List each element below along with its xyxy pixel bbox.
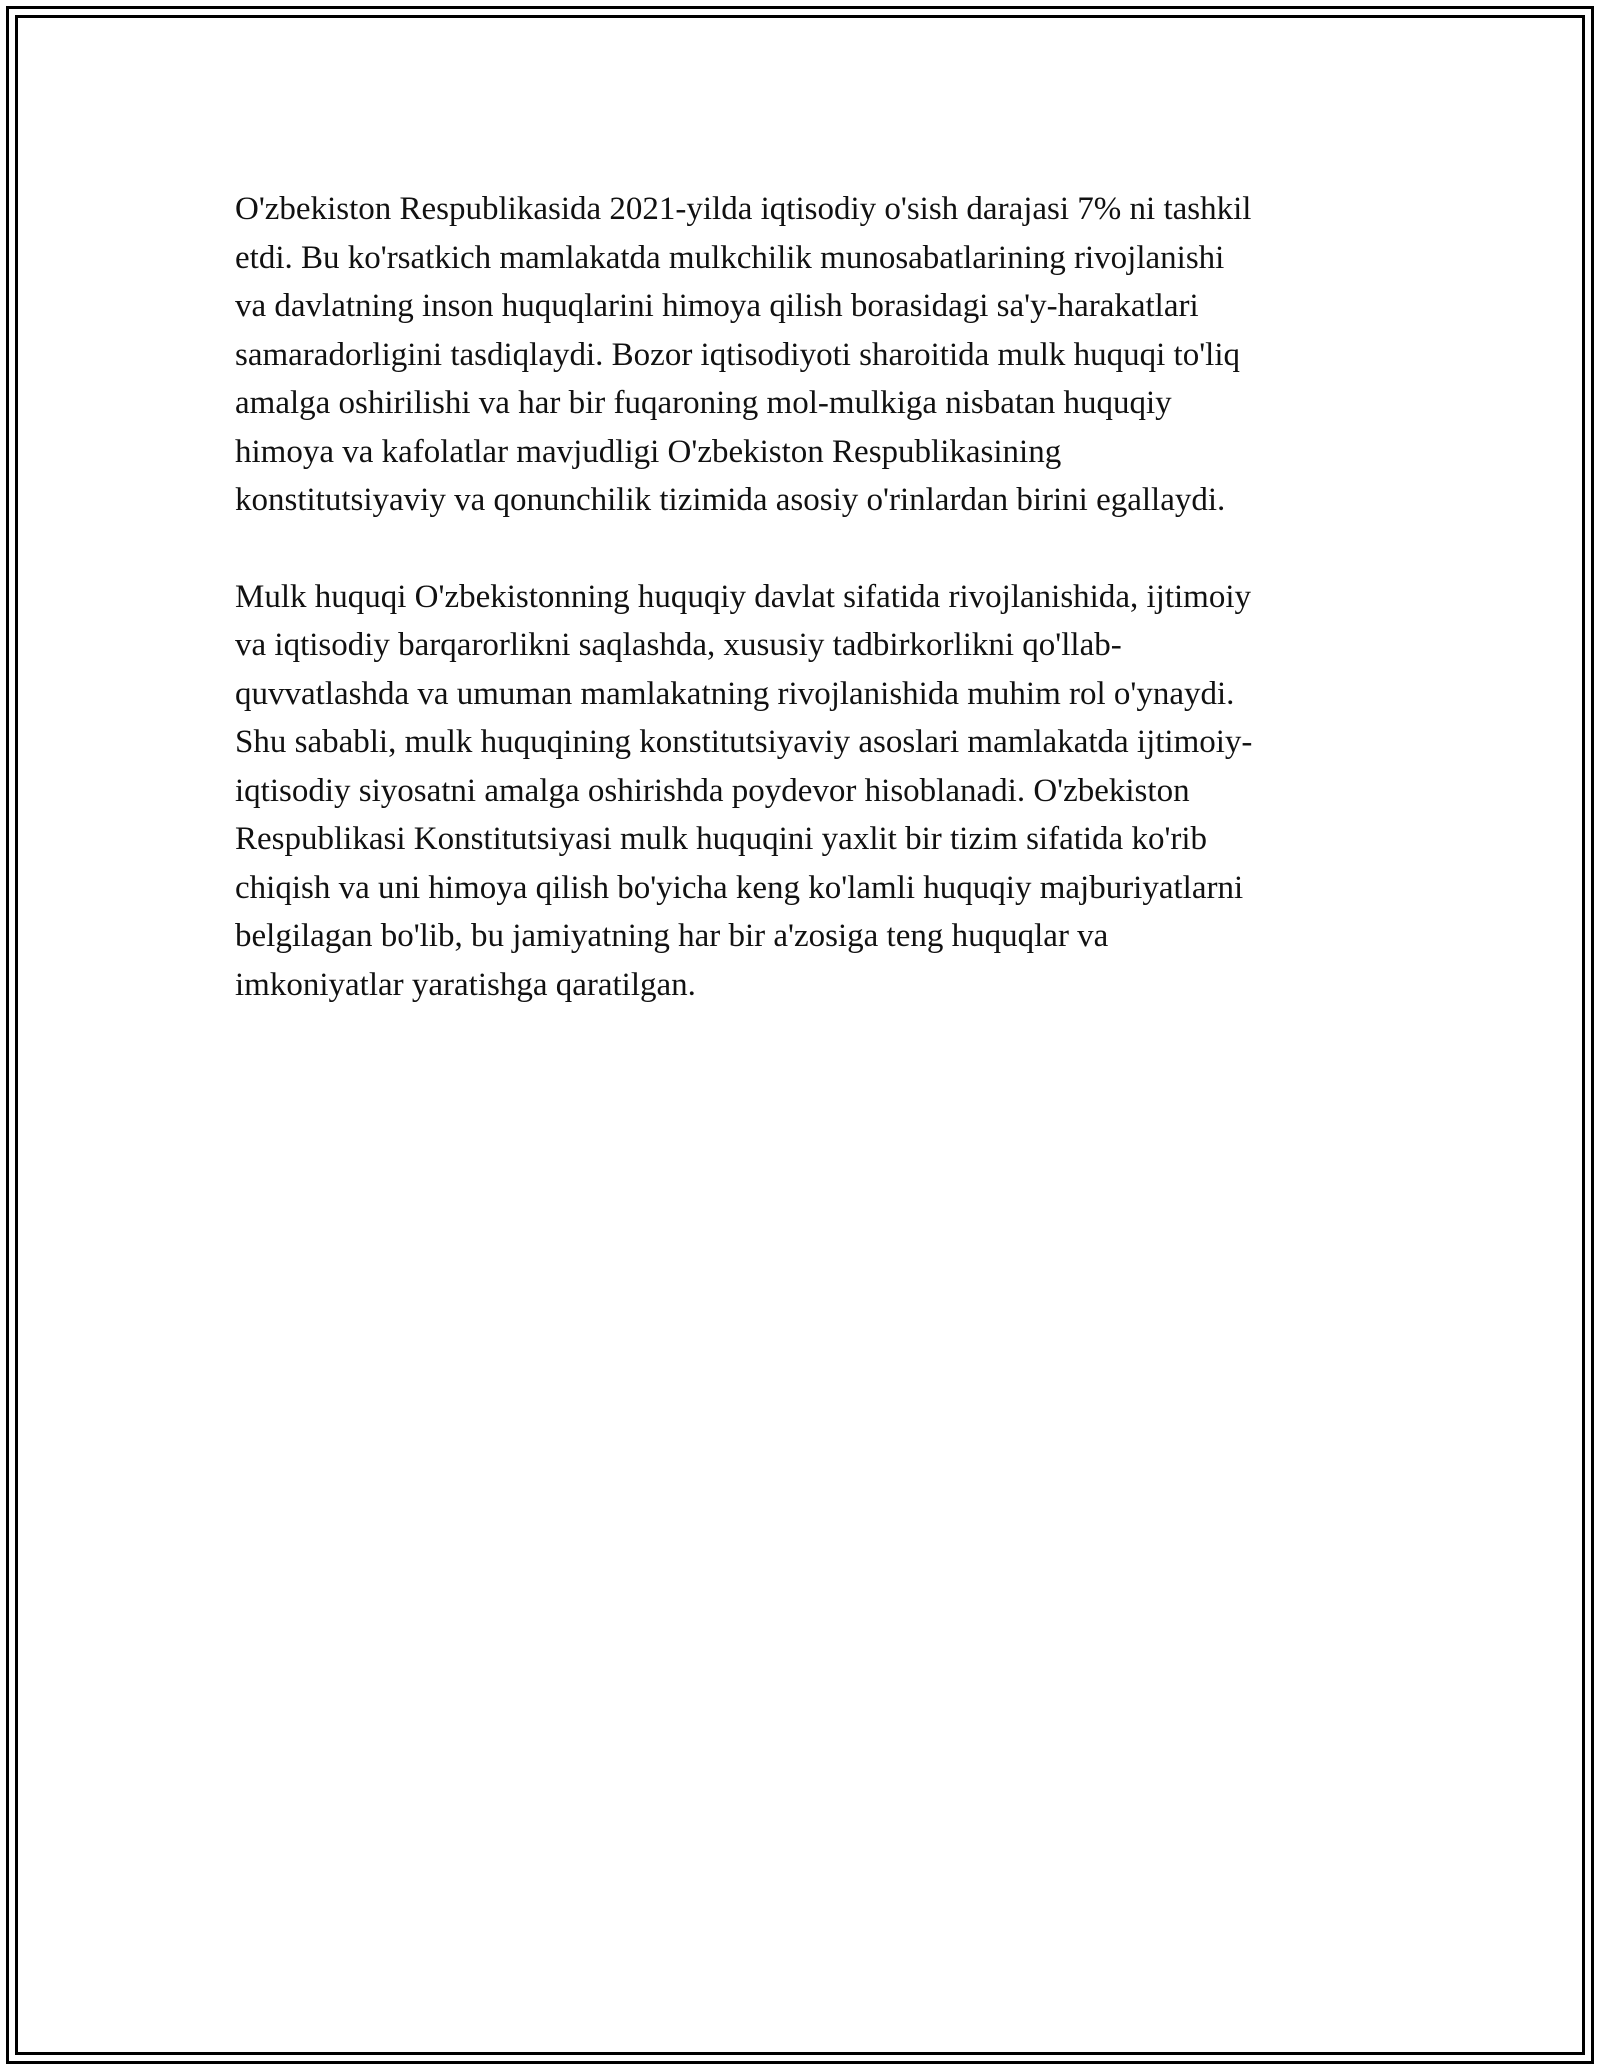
paragraph-line: Respublikasi Konstitutsiyasi mulk huquqini yaxlit bir tizim sifatida ko'rib: [235, 821, 1208, 857]
paragraph-line: himoya va kafolatlar mavjudligi O'zbekiston Respublikasining: [235, 433, 1062, 470]
paragraph-line: quvvatlashda va umuman mamlakatning rivojlanishida muhim rol o'ynaydi.: [235, 675, 1235, 712]
paragraph-line: imkoniyatlar yaratishga qaratilgan.: [235, 966, 696, 1003]
paragraph-line: O'zbekiston Respublikasida 2021-yilda iqtisodiy o'sish darajasi 7% ni tashkil: [235, 191, 1252, 227]
paragraph-line: belgilagan bo'lib, bu jamiyatning har bir a'zosiga teng huquqlar va: [235, 918, 1109, 954]
paragraph-2: [235, 573, 1370, 1010]
paragraph-line: va iqtisodiy barqarorlikni saqlashda, xususiy tadbirkorlikni qo'llab-: [235, 627, 1122, 663]
paragraph-line: chiqish va uni himoya qilish bo'yicha keng ko'lamli huquqiy majburiyatlarni: [235, 869, 1244, 906]
paragraph-1: [235, 185, 1370, 525]
paragraph-line: iqtisodiy siyosatni amalga oshirishda poydevor hisoblanadi. O'zbekiston: [235, 772, 1190, 809]
paragraph-line: konstitutsiyaviy va qonunchilik tizimida asosiy o'rinlardan birini egallaydi.: [235, 482, 1226, 518]
paragraph-line: Shu sababli, mulk huquqining konstitutsiyaviy asoslari mamlakatda ijtimoiy-: [235, 724, 1253, 760]
paragraph-line: etdi. Bu ko'rsatkich mamlakatda mulkchilik munosabatlarining rivojlanishi: [235, 239, 1225, 276]
paragraph-line: samaradorligini tasdiqlaydi. Bozor iqtisodiyoti sharoitida mulk huquqi to'liq: [235, 336, 1241, 373]
document-body: [235, 185, 1370, 1057]
paragraph-line: va davlatning inson huquqlarini himoya qilish borasidagi sa'y-harakatlari: [235, 288, 1199, 324]
paragraph-line: Mulk huquqi O'zbekistonning huquqiy davlat sifatida rivojlanishida, ijtimoiy: [235, 578, 1252, 615]
paragraph-line: amalga oshirilishi va har bir fuqaroning mol-mulkiga nisbatan huquqiy: [235, 385, 1172, 421]
